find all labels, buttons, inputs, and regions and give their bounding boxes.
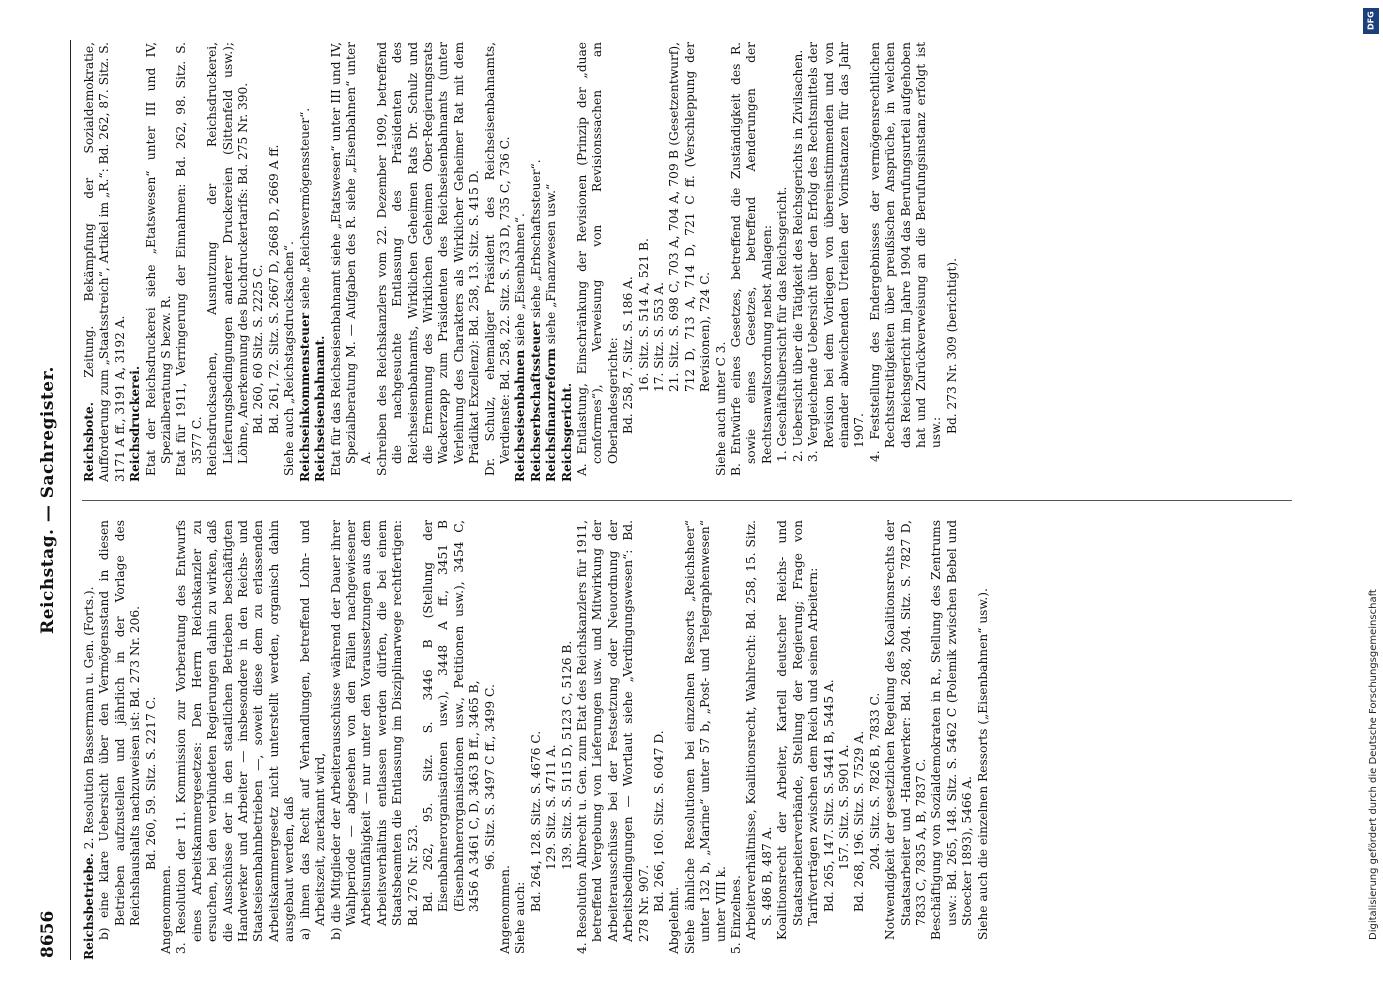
index-entry: b) die Mitglieder der Arbeiterausschüsse während der Dauer ihrer Wahlperiode — abgesehen von den Fällen nachgewiesener Arbeitsunfähigkeit — nur unter den Voraussetzungen aus dem Arbeitsverhältnis entlassen werden dürfen, die bei einem Staatsbeamten die Entlassung im Disziplinarwege rechtfertigen: Bd. 276 Nr. 523.	[328, 520, 420, 940]
index-entry: Reichserbschaftssteuer siehe „Erbschaftssteuer“.	[528, 159, 543, 482]
index-entry: Reichsbote. Zeitung. Bekämpfung der Sozialdemokratie, Aufforderung zum „Staatsstreich“, Artikel im „R.“: Bd. 262, 87. Sitz. S. 3171 A ff., 3191 A, 3192 A.	[82, 42, 127, 482]
digitization-sidebar	[1361, 8, 1381, 948]
index-entry: Arbeiterverhältnisse, Koalitionsrecht, Wahlrecht: Bd. 258, 15. Sitz. S. 486 B, 487 A.	[744, 520, 774, 940]
index-entry: Beschäftigung von Sozialdemokraten in R., Stellung des Zentrums usw.: Bd. 265, 148. Sitz. S. 5462 C (Polemik zwischen Bebel und Stoecker 1893), 5466 A.	[929, 520, 975, 940]
index-entry: Dr. Schulz, ehemaliger Präsident des Reichseisenbahnamts, Verdienste: Bd. 258, 22. Sitz. S. 733 D, 735 C, 736 C.	[482, 42, 512, 476]
index-entry: Notwendigkeit der gesetzlichen Regelung des Koalitionsrechts der Staatsarbeiter und -Handwerker: Bd. 268, 204. Sitz. S. 7827 D, 7833 C, 7835 A, B, 7837 C.	[883, 520, 928, 940]
index-entry: Bd. 261, 72. Sitz. S. 2667 D, 2668 D, 2669 A ff.	[266, 144, 281, 434]
index-entry: Koalitionsrecht der Arbeiter, Kartell deutscher Reichs- und Staatsarbeiterverbände, Stellung der Regierung; Frage von Tarifverträgen zwischen dem Reich und seinen Arbeitern:	[775, 520, 821, 940]
index-entry: Etat für das Reichseisenbahnamt siehe „Etatswesen“ unter III und IV, Spezialberatung M. — Aufgaben des R. siehe „Eisenbahnen“ unter A.	[328, 42, 374, 476]
index-entry: 96. Sitz. S. 3497 C ff., 3499 C.	[482, 684, 497, 870]
index-entry: Reichseinkommensteuer siehe „Reichsvermögenssteuer“.	[297, 107, 312, 482]
index-entry: 157. Sitz. S. 5901 A.	[836, 744, 851, 870]
index-entry: Siehe auch:	[513, 881, 528, 954]
index-entry: Schreiben des Reichskanzlers vom 22. Dezember 1909, betreffend die nachgesuchte Entlassung des Präsidenten des Reichseisenbahnamts, Wirklichen Geheimen Rats Dr. Schulz und die Ernennung des Wirklichen Geheimen Ober-Regierungsrats Wackerzapp zum Präsidenten des Reichseisenbahnamts (unter Verleihung des Charakters als Wirklicher Geheimer Rat mit dem Prädikat Exzellenz): Bd. 258, 13. Sitz. S. 415 D.	[374, 42, 482, 476]
index-entry: Angenommen.	[159, 865, 174, 954]
index-entry: a) ihnen das Recht auf Verhandlungen, betreffend Lohn- und Arbeitszeit, zuerkannt wird,	[297, 520, 328, 940]
index-entry: 4. Feststellung des Endergebnisses der vermögensrechtlichen Rechtsstreitigkeiten über preußischen Ansprüche, in welchen das Reichsgericht im Jahre 1904 das Berufungsurteil aufgehoben hat und Zurückverweisung an die Berufungsinstanz erfolgt ist usw.:	[867, 42, 944, 462]
index-entry: Angenommen.	[497, 865, 512, 954]
dfg-logo: DFG	[1363, 8, 1379, 34]
index-entry: Bd. 264, 128. Sitz. S. 4676 C.	[528, 730, 543, 912]
index-entry: Siehe auch „Reichstagsdrucksachen“.	[282, 241, 297, 476]
index-entry: 17. Sitz. S. 553 A.	[652, 281, 667, 392]
index-entry: Reichseisenbahnamt.	[313, 335, 328, 482]
index-entry: Etat der Reichsdruckerei siehe „Etatswesen“ unter III und IV, Spezialberatung S bezw. R.	[143, 42, 174, 476]
index-entry: Reichsfinanzreform siehe „Finanzwesen usw.“	[544, 183, 559, 482]
index-entry: 204. Sitz. S. 7826 B, 7833 C.	[867, 692, 882, 870]
index-entry: Siehe auch die einzelnen Ressorts („Eisenbahnen“ usw.).	[975, 588, 990, 940]
index-entry: 139. Sitz. S. 5115 D, 5123 C, 5126 B.	[559, 640, 574, 870]
index-entry: Reichsdrucksachen, Ausnutzung der Reichsdruckerei, Lieferungsbedingungen anderer Druckereien (Sittenfeld usw.); Löhne, Anerkennung des Buchdruckertarifs: Bd. 275 Nr. 390.	[205, 42, 251, 476]
index-entry: Reichseisenbahnen siehe „Eisenbahnen“.	[513, 213, 528, 482]
index-entry: Bd. 265, 147. Sitz. S. 5441 B, 5445 A.	[821, 679, 836, 912]
right-column	[82, 42, 1312, 482]
index-entry: 5. Einzelnes.	[729, 875, 744, 954]
index-entry: Reichsdruckerei.	[128, 365, 143, 482]
index-entry: 4. Resolution Albrecht u. Gen. zum Etat des Reichskanzlers für 1911, betreffend Vergebung von Lieferungen usw. und Mitwirkung der Arbeiterausschüsse bei der Festsetzung oder Neuordnung der Arbeitsbedingungen — Wortlaut siehe „Verdingungswesen“: Bd. 278 Nr. 907.	[575, 520, 651, 954]
index-entry: Bd. 268, 196. Sitz. S. 7529 A.	[852, 730, 867, 912]
funding-note: Digitalisierung gefördert durch die Deutsche Forschungsgemeinschaft	[1368, 589, 1379, 940]
index-entry: Reichsgericht.	[559, 382, 574, 482]
index-entry: 3. Resolution der 11. Kommission zur Vorberatung des Entwurfs eines Arbeitskammergesetzes: Den Herrn Reichskanzler zu ersuchen, bei den verbündeten Regierungen dahin zu wirken, daß die Ausschüsse der in den staatlichen Betrieben beschäftigten Handwerker und Arbeiter — insbesondere in den Reichs- und Staatseisenbahnbetrieben —, soweit diese dem zu erlassenden Arbeitskammergesetz nicht unterstellt werden, organisch dahin ausgebaut werden, daß	[174, 520, 297, 954]
index-entry: Siehe ähnliche Resolutionen bei einzelnen Ressorts „Reichsheer“ unter 132 b, „Marine“ unter 57 b, „Post- und Telegraphenwesen“ unter VIII k.	[682, 520, 728, 954]
index-entry: Bd. 273 Nr. 309 (berichtigt).	[944, 258, 959, 434]
index-entry: 21. Sitz. S. 698 C, 703 A, 704 A, 709 B (Gesetzentwurf), 712 D, 713 A, 714 D, 721 C ff. (Verschleppung der Revisionen), 724 C.	[667, 42, 713, 392]
index-entry: Bd. 260, 60 Sitz. S. 2225 C.	[251, 264, 266, 434]
index-entry: Reichsbetriebe. 2. Resolution Bassermann u. Gen. (Forts.).	[82, 586, 96, 960]
running-head: Reichstag. — Sachregister.	[38, 366, 58, 634]
index-entry: 1. Geschäftsübersicht für das Reichsgericht.	[775, 186, 790, 462]
index-entry: b) eine klare Uebersicht über den Vermögensstand in diesen Betrieben aufzustellen und jährlich in der Vorlage des Reichshaushalts nachzuweisen ist: Bd. 273 Nr. 206.	[97, 520, 143, 940]
index-entry: Siehe auch unter C 3.	[713, 341, 728, 476]
index-entry: 2. Uebersicht über die Tätigkeit des Reichsgerichts in Zivilsachen.	[790, 49, 805, 462]
left-column	[82, 520, 1312, 960]
page-number: 8656	[38, 910, 58, 958]
index-entry: Bd. 260, 59. Sitz. S. 2217 C.	[143, 696, 158, 870]
index-entry: Abgelehnt.	[667, 886, 682, 954]
index-entry: 3. Vergleichende Uebersicht über den Erfolg des Rechtsmittels der Revision bei dem Vorliegen von übereinstimmenden und von einander abweichenden Urteilen der Vorinstanzen für das Jahr 1907.	[806, 42, 867, 462]
index-entry: 16. Sitz. S. 514 A, 521 B.	[636, 238, 651, 392]
index-entry: 129. Sitz. S. 4711 A.	[544, 744, 559, 870]
index-entry: Bd. 262, 95. Sitz. S. 3446 B (Stellung der Eisenbahnerorganisationen usw.), 3448 A ff., 3451 B (Eisenbahnerorganisationen usw., Petitionen usw.), 3454 C, 3456 A 3461 C, D, 3463 B ff., 3465 B,	[420, 520, 482, 912]
page-content	[30, 40, 1330, 960]
index-entry: Etat für 1911, Verringerung der Einnahmen: Bd. 262, 98. Sitz. S. 3577 C.	[174, 42, 204, 476]
index-entry: Bd. 258, 7. Sitz. S. 186 A.	[621, 276, 636, 434]
index-entry: A. Entlastung, Einschränkung der Revisionen (Prinzip der „duae conformes“), Verweisung von Revisionssachen an Oberlandesgerichte:	[575, 42, 620, 476]
index-entry: Bd. 266, 160. Sitz. S. 6047 D.	[652, 730, 667, 912]
index-entry: B. Entwürfe eines Gesetzes, betreffend die Zuständigkeit des R. sowie eines Gesetzes, betreffend Aenderungen der Rechtsanwaltsordnung nebst Anlagen:	[729, 42, 774, 476]
column-divider	[82, 500, 1292, 501]
page-header	[30, 40, 71, 960]
